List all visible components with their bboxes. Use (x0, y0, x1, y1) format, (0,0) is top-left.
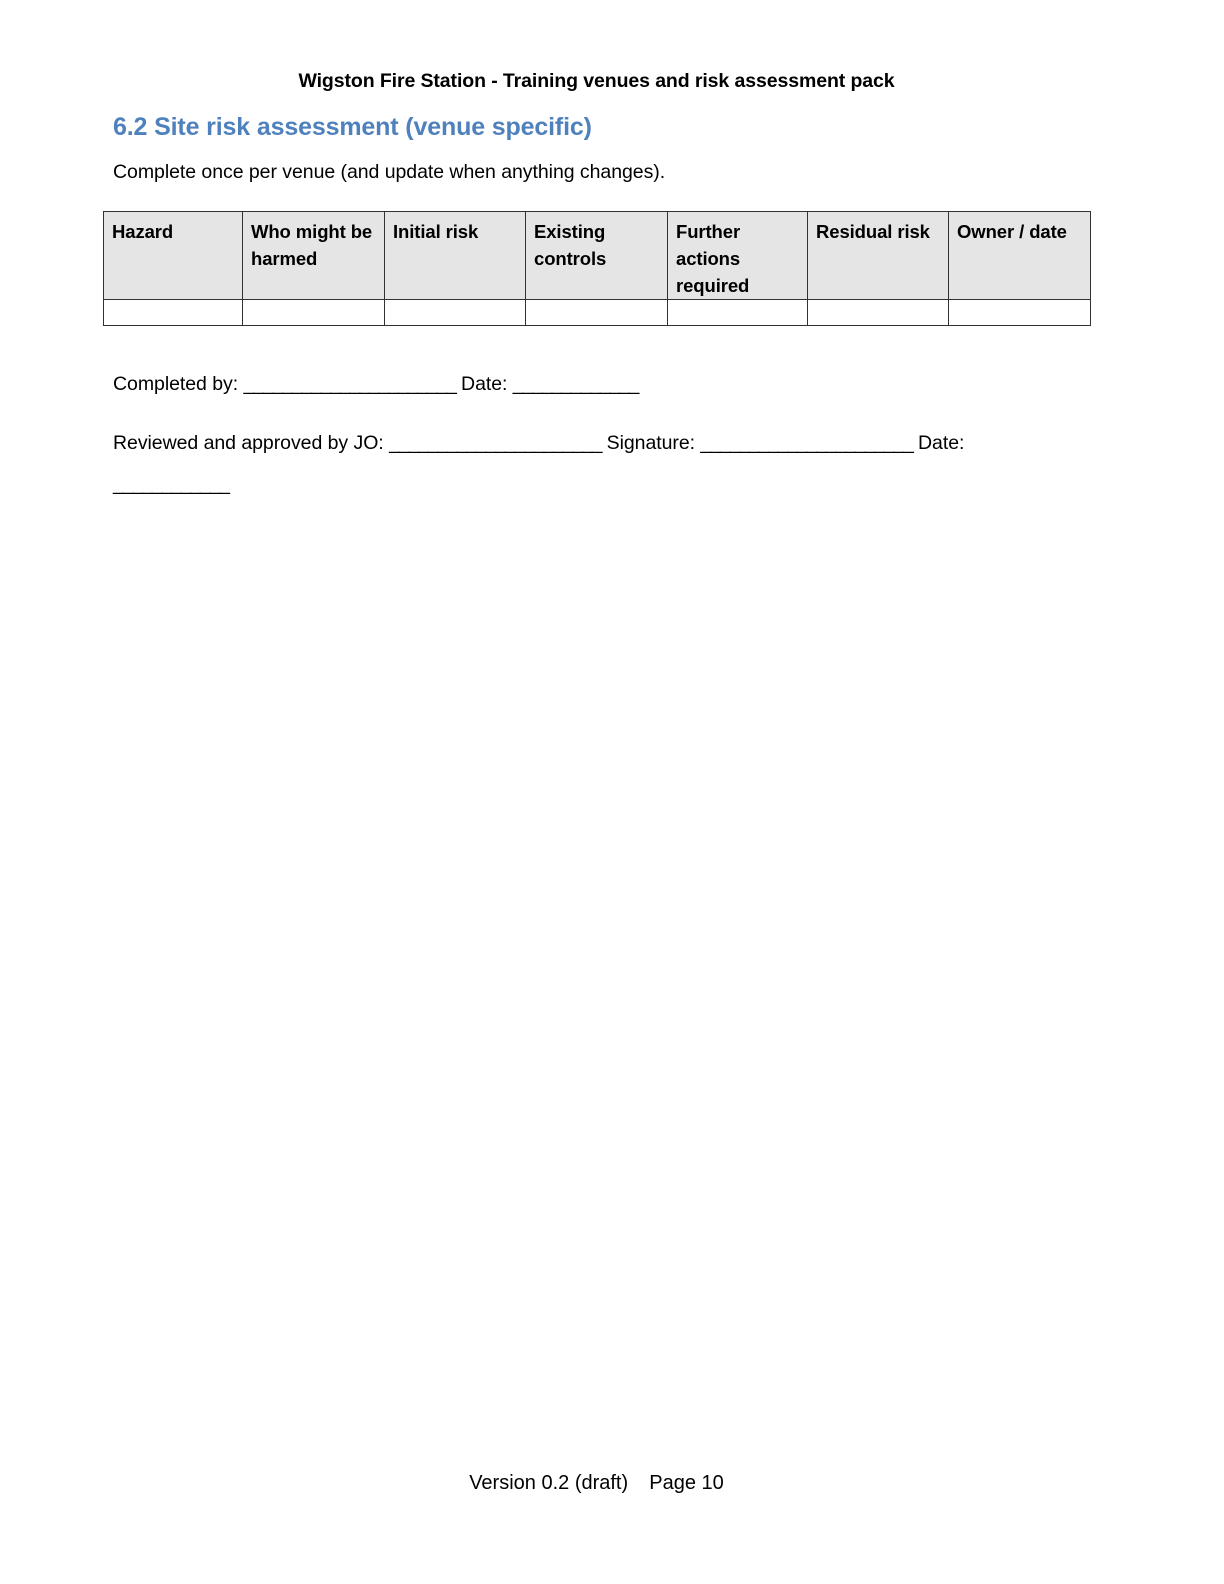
site-risk-assessment-table (103, 211, 1090, 326)
footer-page-number: Page 10 (649, 1472, 724, 1494)
completed-by-label: Completed by: (113, 373, 239, 395)
column-header-owner-date: Owner / date (949, 212, 1091, 300)
cell-hazard[interactable] (104, 300, 243, 326)
column-header-who-might-be-harmed: Who might be harmed (243, 212, 385, 300)
cell-residual-risk[interactable] (808, 300, 949, 326)
cell-who-might-be-harmed[interactable] (243, 300, 385, 326)
completed-date-blank[interactable]: _____________ (512, 373, 639, 395)
reviewed-date-blank[interactable]: ____________ (113, 473, 229, 495)
table-header-row (104, 212, 1091, 300)
page-footer (103, 1472, 1090, 1495)
signature-blank[interactable]: ______________________ (700, 432, 913, 454)
cell-further-actions-required[interactable] (668, 300, 808, 326)
reviewed-by-label: Reviewed and approved by JO: (113, 432, 384, 454)
completed-by-blank[interactable]: ______________________ (243, 373, 456, 395)
cell-existing-controls[interactable] (526, 300, 668, 326)
column-header-existing-controls: Existing controls (526, 212, 668, 300)
intro-paragraph: Complete once per venue (and update when anything changes). (113, 161, 666, 183)
column-header-initial-risk: Initial risk (385, 212, 526, 300)
cell-initial-risk[interactable] (385, 300, 526, 326)
column-header-residual-risk: Residual risk (808, 212, 949, 300)
footer-version: Version 0.2 (draft) (469, 1472, 629, 1494)
running-header: Wigston Fire Station - Training venues and risk assessment pack (298, 70, 895, 92)
completed-by-line (113, 373, 638, 396)
reviewed-date-label: Date: (918, 432, 965, 454)
page-title: 6.2 Site risk assessment (venue specific) (113, 113, 592, 141)
cell-owner-date[interactable] (949, 300, 1091, 326)
signature-label: Signature: (606, 432, 696, 454)
reviewed-approved-line (113, 423, 993, 505)
completed-date-label: Date: (461, 373, 508, 395)
column-header-further-actions-required: Further actions required (668, 212, 808, 300)
table-row (104, 300, 1091, 326)
reviewed-by-blank[interactable]: ______________________ (389, 432, 602, 454)
column-header-hazard: Hazard (104, 212, 243, 300)
